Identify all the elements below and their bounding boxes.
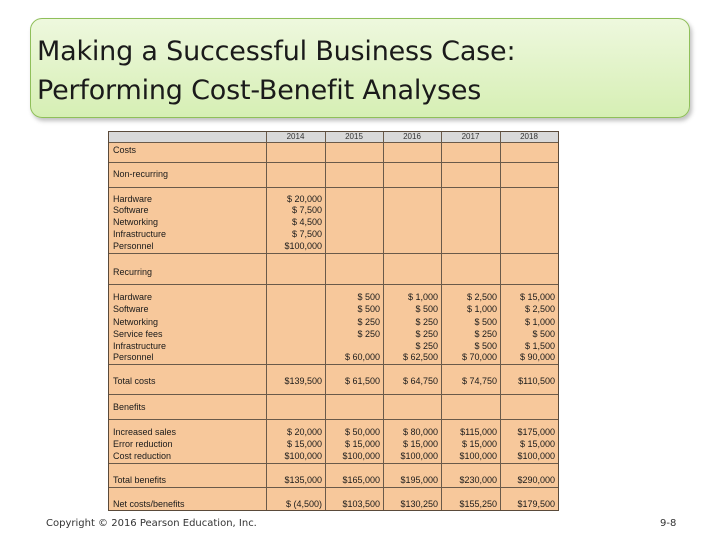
table-cell: $ 250: [357, 317, 380, 327]
row-divider: [109, 187, 558, 188]
slide-title-line-1: Making a Successful Business Case:: [37, 36, 516, 67]
table-cell: $ 1,500: [524, 341, 555, 351]
table-cell: $ 15,000: [461, 439, 497, 449]
row-label: Increased sales: [113, 427, 177, 437]
row-label: Infrastructure: [113, 229, 167, 239]
table-cell: $ 250: [357, 329, 380, 339]
table-cell: $115,000: [460, 427, 497, 437]
table-cell: $135,000: [284, 475, 322, 485]
row-label: Recurring: [113, 267, 153, 277]
table-cell: $100,000: [459, 451, 497, 461]
row-label: Software: [113, 304, 149, 314]
row-divider: [109, 463, 558, 464]
table-cell: $ 1,000: [524, 317, 555, 327]
table-cell: $ 4,500: [291, 217, 322, 227]
year-header-2018: 2018: [500, 132, 558, 143]
table-cell: $ 15,000: [402, 439, 438, 449]
table-cell: $195,000: [400, 475, 438, 485]
table-cell: $ 500: [357, 292, 380, 302]
slide-title-line-2: Performing Cost-Benefit Analyses: [37, 75, 482, 106]
year-header-2016: 2016: [383, 132, 441, 143]
column-divider: [383, 132, 384, 510]
table-cell: $179,500: [517, 499, 555, 509]
table-cell: $ 15,000: [286, 439, 322, 449]
table-cell: $ 500: [532, 329, 555, 339]
table-cell: $ 64,750: [402, 376, 438, 386]
row-label: Total costs: [113, 376, 156, 386]
table-cell: $139,500: [284, 376, 322, 386]
table-cell: $ 250: [474, 329, 497, 339]
row-label: Personnel: [113, 352, 154, 362]
table-cell: $ 20,000: [286, 427, 322, 437]
row-label: Non-recurring: [113, 169, 169, 179]
row-divider: [109, 162, 558, 163]
row-label: Software: [113, 205, 149, 215]
row-label: Costs: [113, 145, 137, 155]
row-label: Hardware: [113, 194, 153, 204]
table-cell: $ 62,500: [402, 352, 438, 362]
table-cell: $ 15,000: [519, 439, 555, 449]
table-cell: $ 500: [474, 317, 497, 327]
copyright-footer: Copyright © 2016 Pearson Education, Inc.: [46, 518, 257, 529]
column-divider: [441, 132, 442, 510]
table-cell: $110,500: [518, 376, 555, 386]
table-cell: $ 60,000: [344, 352, 380, 362]
table-cell: $103,500: [342, 499, 380, 509]
table-cell: $ 61,500: [344, 376, 380, 386]
title-box: [30, 18, 690, 118]
table-cell: $ 20,000: [286, 194, 322, 204]
table-cell: $ 500: [474, 341, 497, 351]
table-cell: $165,000: [342, 475, 380, 485]
table-cell: $100,000: [342, 451, 380, 461]
row-divider: [109, 419, 558, 420]
year-header-2014: 2014: [266, 132, 325, 143]
column-divider: [500, 132, 501, 510]
row-label: Service fees: [113, 329, 163, 339]
table-cell: $ 250: [415, 341, 438, 351]
row-divider: [109, 364, 558, 365]
table-cell: $230,000: [459, 475, 497, 485]
row-divider: [109, 394, 558, 395]
row-divider: [109, 253, 558, 254]
table-cell: $100,000: [284, 241, 322, 251]
table-cell: $ 500: [415, 304, 438, 314]
column-divider: [266, 132, 267, 510]
year-header-2017: 2017: [441, 132, 500, 143]
table-cell: $100,000: [400, 451, 438, 461]
table-cell: $ 500: [357, 304, 380, 314]
table-cell: $290,000: [517, 475, 555, 485]
row-label: Networking: [113, 217, 159, 227]
table-cell: $ (4,500): [285, 499, 322, 509]
row-divider: [109, 487, 558, 488]
table-cell: $ 1,000: [407, 292, 438, 302]
table-cell: $175,000: [517, 427, 555, 437]
table-cell: $ 2,500: [466, 292, 497, 302]
table-cell: $ 15,000: [344, 439, 380, 449]
table-cell: $100,000: [284, 451, 322, 461]
table-cell: $ 1,000: [466, 304, 497, 314]
table-cell: $ 50,000: [344, 427, 380, 437]
header-blank: [109, 132, 266, 143]
table-cell: $ 74,750: [461, 376, 497, 386]
table-cell: $ 15,000: [519, 292, 555, 302]
table-cell: $ 7,500: [291, 229, 322, 239]
table-cell: $130,250: [400, 499, 438, 509]
column-divider: [325, 132, 326, 510]
row-divider: [109, 284, 558, 285]
table-cell: $ 70,000: [461, 352, 497, 362]
row-label: Benefits: [113, 402, 146, 412]
row-label: Hardware: [113, 292, 153, 302]
row-label: Infrastructure: [113, 341, 167, 351]
table-cell: $ 250: [415, 329, 438, 339]
row-label: Personnel: [113, 241, 154, 251]
table-cell: $100,000: [517, 451, 555, 461]
row-label: Networking: [113, 317, 159, 327]
table-cell: $ 7,500: [291, 205, 322, 215]
page-number: 9-8: [660, 518, 677, 529]
row-label: Net costs/benefits: [113, 499, 185, 509]
row-label: Error reduction: [113, 439, 173, 449]
cost-benefit-table: [108, 131, 559, 511]
table-cell: $ 2,500: [524, 304, 555, 314]
table-cell: $ 80,000: [402, 427, 438, 437]
table-cell: $155,250: [459, 499, 497, 509]
row-label: Cost reduction: [113, 451, 172, 461]
year-header-2015: 2015: [325, 132, 383, 143]
row-label: Total benefits: [113, 475, 167, 485]
table-cell: $ 250: [415, 317, 438, 327]
table-cell: $ 90,000: [519, 352, 555, 362]
